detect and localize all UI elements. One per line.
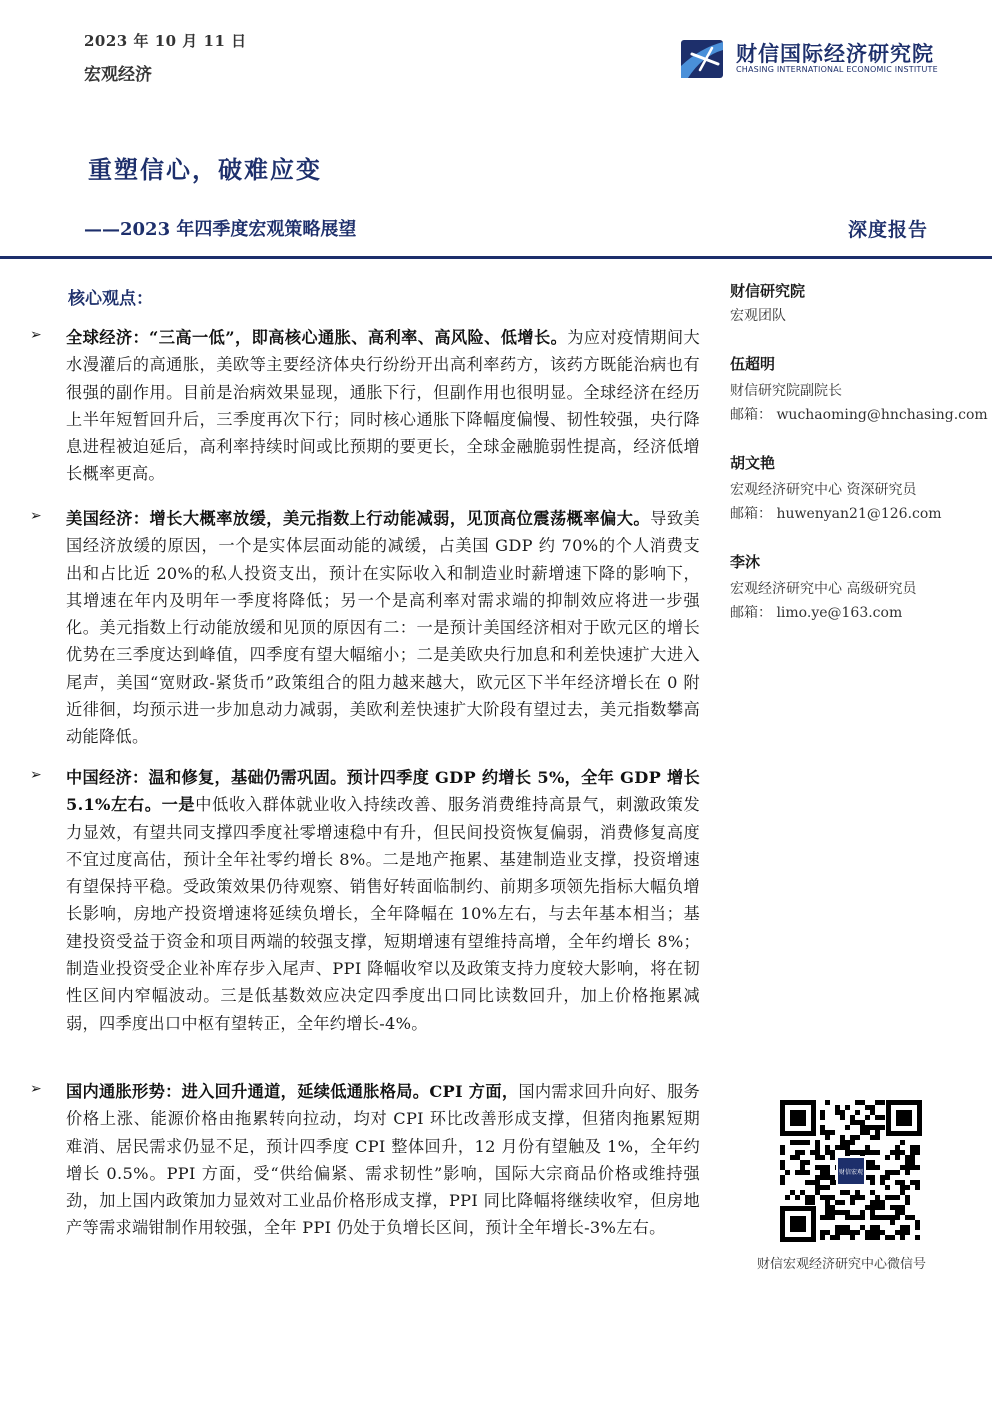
institute-name-cn: 财信国际经济研究院 <box>736 42 934 66</box>
report-type: 深度报告 <box>847 219 928 241</box>
analyst-email[interactable]: 邮箱： limo.ye@163.com <box>730 605 903 621</box>
report-subtitle: ——2023 年四季度宏观策略展望 <box>84 219 357 240</box>
header-divider <box>0 256 992 259</box>
analyst-title: 宏观经济研究中心 资深研究员 <box>730 482 917 498</box>
key-point-text <box>66 505 700 751</box>
institute-name-en: CHASING INTERNATIONAL ECONOMIC INSTITUTE <box>736 65 938 74</box>
key-point-body: 为应对疫情期间大水漫灌后的高通胀，美欧等主要经济体央行纷纷开出高利率药方，该药方既能治病也有很强的副作用。目前是治病效果显现，通胀下行，但副作用也很明显。全球经济在经历上半年短暂回升后，三季度再次下行；同时核心通胀下降幅度偏慢、韧性较强，央行降息进程被迫延后，高利率持续时间或比预期的要更长，全球金融脆弱性提高，经济低增长概率更高。 <box>66 328 701 484</box>
analyst-card <box>730 353 988 424</box>
analyst-name: 李沐 <box>730 553 761 571</box>
author-sidebar <box>730 280 988 622</box>
arrow-bullet-icon: ➢ <box>30 767 42 783</box>
key-point <box>30 1078 706 1242</box>
arrow-bullet-icon: ➢ <box>30 327 42 343</box>
key-point-text <box>66 764 700 1037</box>
key-point-body: 中低收入群体就业收入持续改善、服务消费维持高景气，刺激政策发力显效，有望共同支撑四季度社零增速稳中有升，但民间投资恢复偏弱，消费修复高度不宜过度高估，预计全年社零约增长 8%。二是地产拖累、基建制造业支撑，投资增速有望保持平稳。受政策效果仍待观察、销售好转面临制约、前期多项领先指标大幅负增长影响，房地产投资增速将延续负增长，全年降幅在 10%左右，与去年基本相当；基建投资受益于资金和项目两端的较强支撑，短期增速有望维持高增，全年约增长 8%；制造业投资受企业补库存步入尾声、PPI 降幅收窄以及政策支持力度较大影响，将在韧性区间内窄幅波动。三是低基数效应决定四季度出口同比读数回升，加上价格拖累减弱，四季度出口中枢有望转正，全年约增长-4%。 <box>66 795 701 1033</box>
qr-caption: 财信宏观经济研究中心微信号 <box>757 1257 927 1272</box>
key-point <box>30 505 706 751</box>
report-date: 2023 年 10 月 11 日 <box>84 32 247 50</box>
key-point-body: 国内需求回升向好、服务价格上涨、能源价格由拖累转向拉动，均对 CPI 环比改善形成支撑，但猪肉拖累短期难消、居民需求仍显不足，预计四季度 CPI 整体回升，12 月份有望触及 1%，全年约增长 0.5%。PPI 方面，受“供给偏紧、需求韧性”影响，国际大宗商品价格或维持强劲，加上国内政策加力显效对工业品价格形成支撑，PPI 同比降幅将继续收窄，但房地产等需求端钳制作用较强，全年 PPI 仍处于负增长区间，预计全年增长-3%左右。 <box>66 1082 700 1238</box>
qr-center-label: 财信宏观 <box>838 1169 864 1176</box>
institute-logo <box>678 36 948 84</box>
report-category: 宏观经济 <box>84 65 152 85</box>
key-point-text <box>66 324 700 488</box>
analyst-card <box>730 452 980 523</box>
report-title: 重塑信心，破难应变 <box>88 155 322 184</box>
research-org: 财信研究院 <box>730 282 806 300</box>
core-views-heading: 核心观点： <box>68 289 153 309</box>
analyst-email[interactable]: 邮箱： wuchaoming@hnchasing.com <box>730 407 988 423</box>
qr-code-icon <box>780 1100 922 1242</box>
arrow-bullet-icon: ➢ <box>30 1081 42 1097</box>
analyst-email[interactable]: 邮箱： huwenyan21@126.com <box>730 506 942 522</box>
research-team: 宏观团队 <box>730 308 786 324</box>
analyst-title: 财信研究院副院长 <box>730 383 842 399</box>
key-point-heading: 国内通胀形势：进入回升通道，延续低通胀格局。CPI 方面， <box>66 1082 519 1101</box>
analyst-name: 伍超明 <box>730 355 776 373</box>
analyst-name: 胡文艳 <box>730 454 776 472</box>
key-point-heading: 美国经济：增长大概率放缓，美元指数上行动能减弱，见顶高位震荡概率偏大。 <box>66 509 651 528</box>
chasing-logo-icon <box>678 36 728 82</box>
arrow-bullet-icon: ➢ <box>30 508 42 524</box>
key-point-text <box>66 1078 700 1242</box>
key-point <box>30 764 706 1037</box>
key-point <box>30 324 706 488</box>
key-point-body: 导致美国经济放缓的原因，一个是实体层面动能的减缓，占美国 GDP 约 70%的个人消费支出和占比近 20%的私人投资支出，预计在实际收入和制造业时薪增速下降的影响下，其增速在年内及明年一季度将降低；另一个是高利率对需求端的抑制效应将进一步强化。美元指数上行动能放缓和见顶的原因有二：一是预计美国经济相对于欧元区的增长优势在三季度达到峰值，四季度有望大幅缩小；二是美欧央行加息和利差快速扩大进入尾声，美国“宽财政-紧货币”政策组合的阻力越来越大，欧元区下半年经济增长在 0 附近徘徊，均预示进一步加息动力减弱，美欧利差快速扩大阶段有望过去，美元指数攀高动能降低。 <box>66 509 700 747</box>
key-point-heading: 中国经济：温和修复，基础仍需巩固。预计四季度 GDP 约增长 5%，全年 GDP 增长 5.1%左右。一是 <box>66 768 700 815</box>
key-point-heading: 全球经济：“三高一低”，即高核心通胀、高利率、高风险、低增长。 <box>66 328 568 347</box>
analyst-title: 宏观经济研究中心 高级研究员 <box>730 581 917 597</box>
analyst-card <box>730 551 980 622</box>
